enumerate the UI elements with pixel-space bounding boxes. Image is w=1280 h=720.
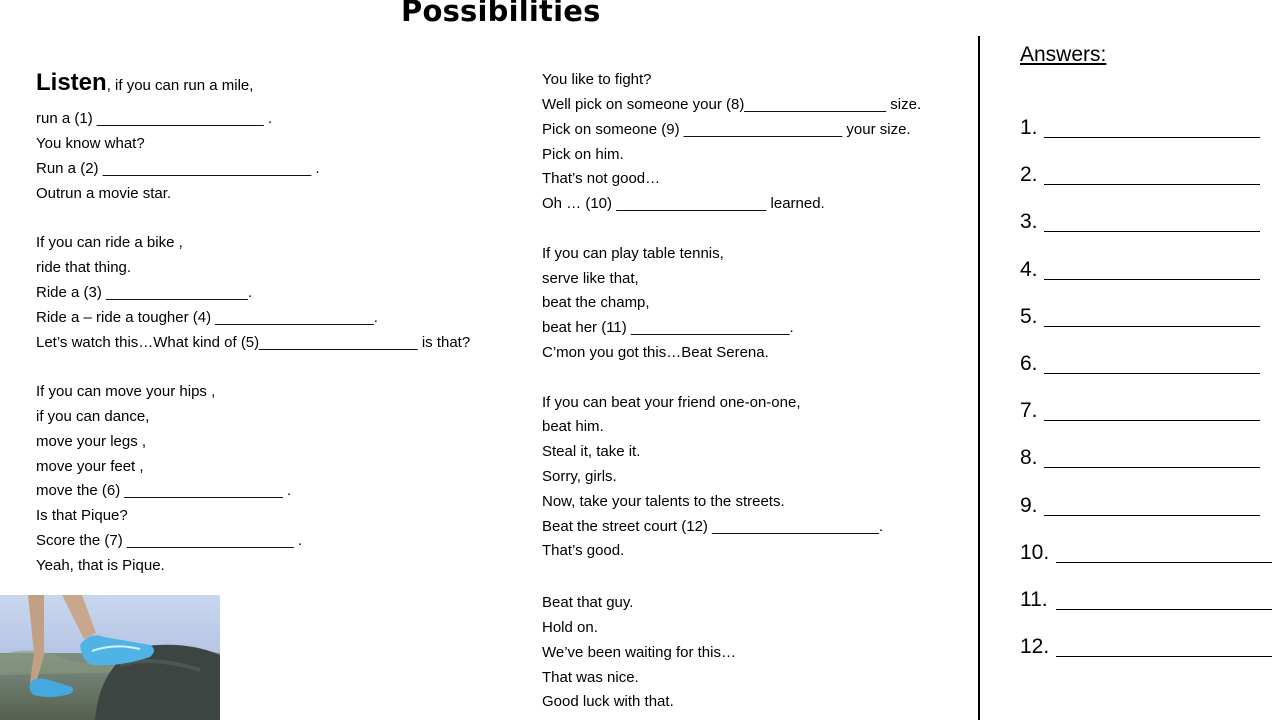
answer-blank[interactable] xyxy=(1044,326,1260,327)
answer-number: 7. xyxy=(1020,399,1038,422)
answer-blank[interactable] xyxy=(1044,279,1260,280)
lyric-line: Hold on. xyxy=(542,619,598,636)
lyric-line: Sorry, girls. xyxy=(542,468,617,485)
answer-blank[interactable] xyxy=(1044,373,1260,374)
lyric-line: Pick on someone (9) ___________________ your size. xyxy=(542,121,911,138)
lyric-line: We’ve been waiting for this… xyxy=(542,644,736,661)
answer-number: 8. xyxy=(1020,446,1038,469)
lyric-line: Yeah, that is Pique. xyxy=(36,557,165,574)
lyric-line: Oh … (10) __________________ learned. xyxy=(542,195,825,212)
lyric-line: That was nice. xyxy=(542,669,639,686)
lyric-line: if you can dance, xyxy=(36,408,150,425)
lyric-line: beat him. xyxy=(542,418,604,435)
lyric-line: beat her (11) ___________________. xyxy=(542,319,794,336)
lyric-line: move your feet , xyxy=(36,458,144,475)
lyric-text: , if you can run a mile, xyxy=(106,77,254,94)
sneaker-on-rock-illustration xyxy=(0,595,220,720)
lyric-line: If you can play table tennis, xyxy=(542,245,724,262)
lyric-line: That’s good. xyxy=(542,542,625,559)
lyric-line: That’s not good… xyxy=(542,170,661,187)
lyric-line xyxy=(36,69,254,96)
lyric-line: If you can move your hips , xyxy=(36,383,216,400)
page-title: Possibilities xyxy=(401,0,601,28)
answer-number: 5. xyxy=(1020,305,1038,328)
answer-blank[interactable] xyxy=(1044,231,1260,232)
answers-heading xyxy=(1020,43,1106,67)
lyric-line: If you can ride a bike , xyxy=(36,234,183,251)
vertical-divider xyxy=(978,36,980,720)
answer-blank[interactable] xyxy=(1044,467,1260,468)
lyric-line: You like to fight? xyxy=(542,71,652,88)
answer-blank[interactable] xyxy=(1056,609,1272,610)
answer-number: 6. xyxy=(1020,352,1038,375)
answer-number: 12. xyxy=(1020,635,1050,658)
answer-number: 10. xyxy=(1020,541,1050,564)
lyric-line: Good luck with that. xyxy=(542,693,674,710)
answer-blank[interactable] xyxy=(1044,137,1260,138)
lyric-line: move the (6) ___________________ . xyxy=(36,482,292,499)
lyric-line: Score the (7) ____________________ . xyxy=(36,532,303,549)
answers-colon: : xyxy=(1100,43,1107,66)
lyric-line: Steal it, take it. xyxy=(542,443,641,460)
lyric-line: serve like that, xyxy=(542,270,639,287)
lyric-line: Ride a (3) _________________. xyxy=(36,284,253,301)
lyric-line: Is that Pique? xyxy=(36,507,128,524)
lyric-line: beat the champ, xyxy=(542,294,650,311)
answer-blank[interactable] xyxy=(1056,656,1272,657)
answer-number: 1. xyxy=(1020,116,1038,139)
lyric-line: run a (1) ____________________ . xyxy=(36,110,273,127)
lyric-line: Well pick on someone your (8)_________________ size. xyxy=(542,96,922,113)
lyric-line: Let’s watch this…What kind of (5)___________________ is that? xyxy=(36,334,471,351)
answer-blank[interactable] xyxy=(1044,515,1260,516)
lyric-line: ride that thing. xyxy=(36,259,132,276)
answer-blank[interactable] xyxy=(1056,562,1272,563)
lyric-line: Beat the street court (12) ____________________. xyxy=(542,518,884,535)
lyric-line: If you can beat your friend one-on-one, xyxy=(542,394,801,411)
lyric-line: Beat that guy. xyxy=(542,594,634,611)
lyric-line: Run a (2) _________________________ . xyxy=(36,160,320,177)
answer-number: 9. xyxy=(1020,494,1038,517)
lyric-line: move your legs , xyxy=(36,433,147,450)
answer-number: 11. xyxy=(1020,588,1048,611)
answer-blank[interactable] xyxy=(1044,184,1260,185)
lyric-line: Now, take your talents to the streets. xyxy=(542,493,785,510)
listen-word: Listen xyxy=(36,69,107,96)
answers-title-text: Answers xyxy=(1020,43,1101,66)
lyric-line: You know what? xyxy=(36,135,145,152)
lyric-line: Ride a – ride a tougher (4) ___________________. xyxy=(36,309,378,326)
lyric-line: Pick on him. xyxy=(542,146,624,163)
answer-number: 4. xyxy=(1020,258,1038,281)
answer-blank[interactable] xyxy=(1044,420,1260,421)
answer-number: 3. xyxy=(1020,210,1038,233)
sneaker-photo xyxy=(0,595,220,720)
lyric-line: C’mon you got this…Beat Serena. xyxy=(542,344,769,361)
lyric-line: Outrun a movie star. xyxy=(36,185,172,202)
answer-number: 2. xyxy=(1020,163,1038,186)
